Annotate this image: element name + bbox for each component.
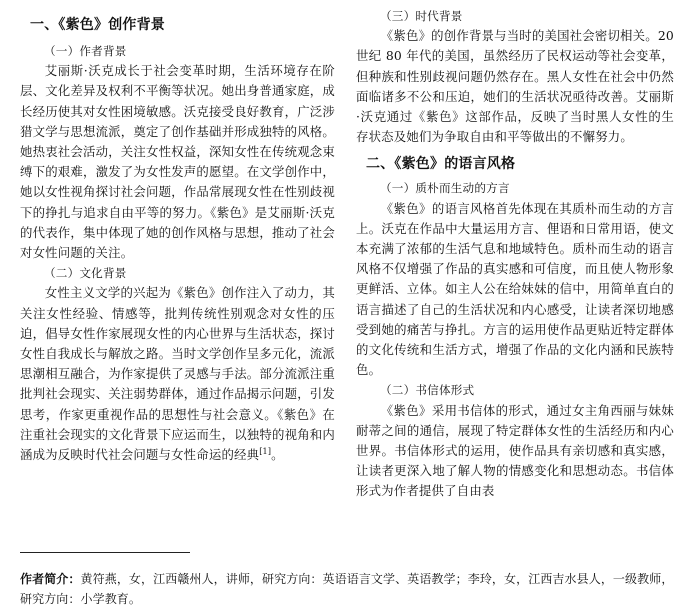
- subsection-author-background-title: （一）作者背景: [44, 44, 127, 58]
- era-background-paragraph: 《紫色》的创作背景与当时的美国社会密切相关。20 世纪 80 年代的美国，虽然经历了民权运动等社会变革，但种族和性别歧视问题仍然存在。黑人女性在社会中仍然面临诸多不公和压迫，她们的生活状况亟待改善。艾丽斯·沃克通过《紫色》这部作品，反映了当时黑人女性的生存状态及她们为争取自由和平等做出的不懈努力。: [356, 28, 674, 145]
- author-bio-label: 作者简介：: [20, 572, 81, 586]
- subsection-dialect-title: （一）质朴而生动的方言: [380, 181, 510, 196]
- cultural-background-paragraph: [20, 283, 335, 465]
- cultural-background-end: 。: [271, 447, 284, 463]
- author-bio-text: 黄符燕，女，江西赣州人，讲师，研究方向：英语语言文学、英语教学；李玲，女，江西吉水县人，一级教师，研究方向：小学教育。: [20, 572, 674, 606]
- footnote-divider: [20, 552, 190, 553]
- right-column: [356, 0, 674, 502]
- left-column: [20, 0, 335, 465]
- epistolary-paragraph: 《紫色》采用书信体的形式，通过女主角西丽与妹妹耐蒂之间的通信，展现了特定群体女性的生活经历和内心世界。书信体形式的运用，使作品具有亲切感和真实感，让读者更深入地了解人物的情感变化和思想动态。书信体形式为作者提供了自由表: [356, 402, 674, 499]
- author-background-paragraph: 艾丽斯·沃克成长于社会变革时期，生活环境存在阶层、文化差异及权利不平衡等状况。她出身普通家庭，成长经历使其对女性困境敏感。沃克接受良好教育，广泛涉猎文学与思想流派，奠定了创作基础并形成独特的风格。她热衷社会活动，关注女性权益，深知女性在传统观念束缚下的艰难，激发了为女性发声的愿望。在文学创作中，她以女性视角探讨社会问题，作品常展现女性在性别歧视下的挣扎与追求自由平等的努力。《紫色》是艾丽斯·沃克的代表作，集中体现了她的创作风格与思想，推动了社会对女性问题的关注。: [20, 63, 335, 261]
- author-bio-footnote: [20, 569, 674, 609]
- section2-title: 二、《紫色》的语言风格: [366, 156, 516, 173]
- subsection-era-background-title: （三）时代背景: [380, 9, 463, 23]
- cultural-background-text: 女性主义文学的兴起为《紫色》创作注入了动力，其关注女性经验、情感等，批判传统性别观念对女性的压迫，倡导女性作家展现女性的内心世界与生活状态，探讨女性自我成长与解放之路。当时文学创作呈多元化，流派思潮相互融合，为作家提供了灵感与手法。部分流派注重批判社会现实、关注弱势群体，通过作品揭示问题，引发思考，作家更重视作品的思想性与社会意义。《紫色》在注重社会现实的文化背景下应运而生，以独特的视角和内涵成为反映时代社会问题与女性命运的经典: [20, 285, 335, 463]
- subsection-cultural-background-title: （二）文化背景: [44, 266, 127, 281]
- citation-marker: [1]: [259, 446, 272, 456]
- section1-title: 一、《紫色》创作背景: [30, 17, 165, 33]
- dialect-paragraph: 《紫色》的语言风格首先体现在其质朴而生动的方言上。沃克在作品中大量运用方言、俚语和日常用语，使文本充满了浓郁的生活气息和地域特色。质朴而生动的语言风格不仅增强了作品的真实感和可信度，而且使人物形象更鲜活、立体。如主人公在给妹妹的信中，用简单直白的语言描述了自己的生活状况和内心感受，让读者深切地感受到她的痛苦与挣扎。方言的运用使作品更贴近特定群体的文化传统和生活方式，增强了作品的文化内涵和民族特色。: [356, 200, 674, 378]
- subsection-epistolary-title: （二）书信体形式: [380, 383, 475, 398]
